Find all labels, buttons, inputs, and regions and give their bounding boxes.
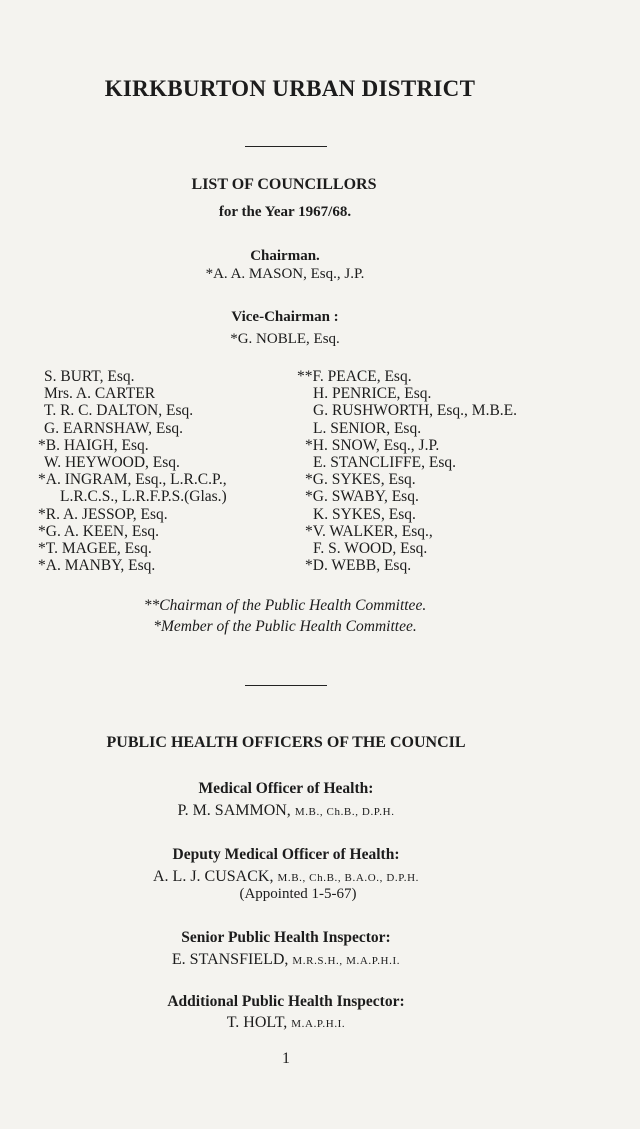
councillor-entry: *T. MAGEE, Esq.: [38, 540, 152, 558]
officer-appointment-note: (Appointed 1-5-67): [239, 886, 357, 902]
officer-name-text: T. HOLT,: [226, 1014, 288, 1031]
officer-name-text: P. M. SAMMON,: [177, 802, 291, 819]
councillor-entry: W. HEYWOOD, Esq.: [44, 454, 180, 472]
officer-name-text: E. STANSFIELD,: [171, 951, 289, 968]
year-line: for the Year 1967/68.: [218, 204, 352, 220]
officer-role: Medical Officer of Health:: [198, 780, 374, 797]
councillor-entry: *V. WALKER, Esq.,: [305, 522, 433, 540]
councillor-entry: K. SYKES, Esq.: [313, 505, 416, 523]
officer-qualifications: M.B., Ch.B., D.P.H.: [294, 806, 395, 818]
councillor-entry: H. PENRICE, Esq.: [313, 385, 432, 403]
officer-qualifications: M.A.P.H.I.: [291, 1018, 346, 1030]
councillor-entry: S. BURT, Esq.: [44, 368, 135, 385]
councillor-entry: G. EARNSHAW, Esq.: [44, 419, 183, 437]
councillor-entry: G. RUSHWORTH, Esq., M.B.E.: [313, 402, 518, 420]
chairman-name: *A. A. MASON, Esq., J.P.: [205, 266, 365, 282]
vice-chairman-label: Vice-Chairman :: [231, 309, 339, 325]
chairman-label: Chairman.: [250, 248, 320, 264]
councillor-entry: *D. WEBB, Esq.: [305, 557, 412, 575]
officer-name: [0, 802, 572, 820]
officer-qualifications: M.B., Ch.B., B.A.O., D.P.H.: [277, 872, 419, 884]
officer-name: [0, 868, 572, 886]
officer-role: Additional Public Health Inspector:: [167, 993, 405, 1010]
officer-qualifications: M.R.S.H., M.A.P.H.I.: [292, 955, 401, 967]
councillor-entry: **F. PEACE, Esq.: [297, 368, 412, 385]
councillor-entry: *B. HAIGH, Esq.: [38, 436, 149, 454]
officers-heading: PUBLIC HEALTH OFFICERS OF THE COUNCIL: [106, 734, 466, 751]
divider-rule: [245, 146, 327, 147]
councillor-entry: *R. A. JESSOP, Esq.: [38, 505, 168, 523]
councillor-entry: Mrs. A. CARTER: [44, 385, 156, 403]
councillor-entry: *G. A. KEEN, Esq.: [38, 522, 159, 540]
officer-role: Deputy Medical Officer of Health:: [172, 846, 400, 863]
vice-chairman-name: *G. NOBLE, Esq.: [230, 331, 340, 347]
footnote-committee-chairman: **Chairman of the Public Health Committee.: [143, 597, 427, 614]
councillor-entry: *G. SYKES, Esq.: [305, 471, 416, 489]
councillor-entry: L. SENIOR, Esq.: [313, 419, 422, 437]
councillor-entry: *G. SWABY, Esq.: [305, 488, 419, 506]
councillors-heading: LIST OF COUNCILLORS: [191, 176, 377, 193]
councillors-left-column: [38, 368, 227, 574]
councillors-right-column: [297, 368, 517, 574]
officer-name: [0, 951, 572, 969]
councillor-entry: F. S. WOOD, Esq.: [313, 540, 428, 558]
councillor-entry: *H. SNOW, Esq., J.P.: [305, 436, 440, 454]
councillor-entry-continuation: L.R.C.S., L.R.F.P.S.(Glas.): [60, 488, 227, 506]
officer-name-text: A. L. J. CUSACK,: [153, 868, 274, 885]
document-title: KIRKBURTON URBAN DISTRICT: [104, 76, 476, 101]
councillor-entry: *A. MANBY, Esq.: [38, 557, 156, 575]
officer-role: Senior Public Health Inspector:: [181, 929, 391, 946]
footnote-committee-member: *Member of the Public Health Committee.: [153, 618, 417, 635]
officer-name: [0, 1014, 572, 1032]
councillor-entry: E. STANCLIFFE, Esq.: [313, 454, 457, 472]
divider-rule: [245, 685, 327, 686]
page-number: 1: [282, 1050, 290, 1067]
councillor-entry: *A. INGRAM, Esq., L.R.C.P.,: [38, 471, 227, 489]
councillor-entry: T. R. C. DALTON, Esq.: [44, 402, 194, 420]
